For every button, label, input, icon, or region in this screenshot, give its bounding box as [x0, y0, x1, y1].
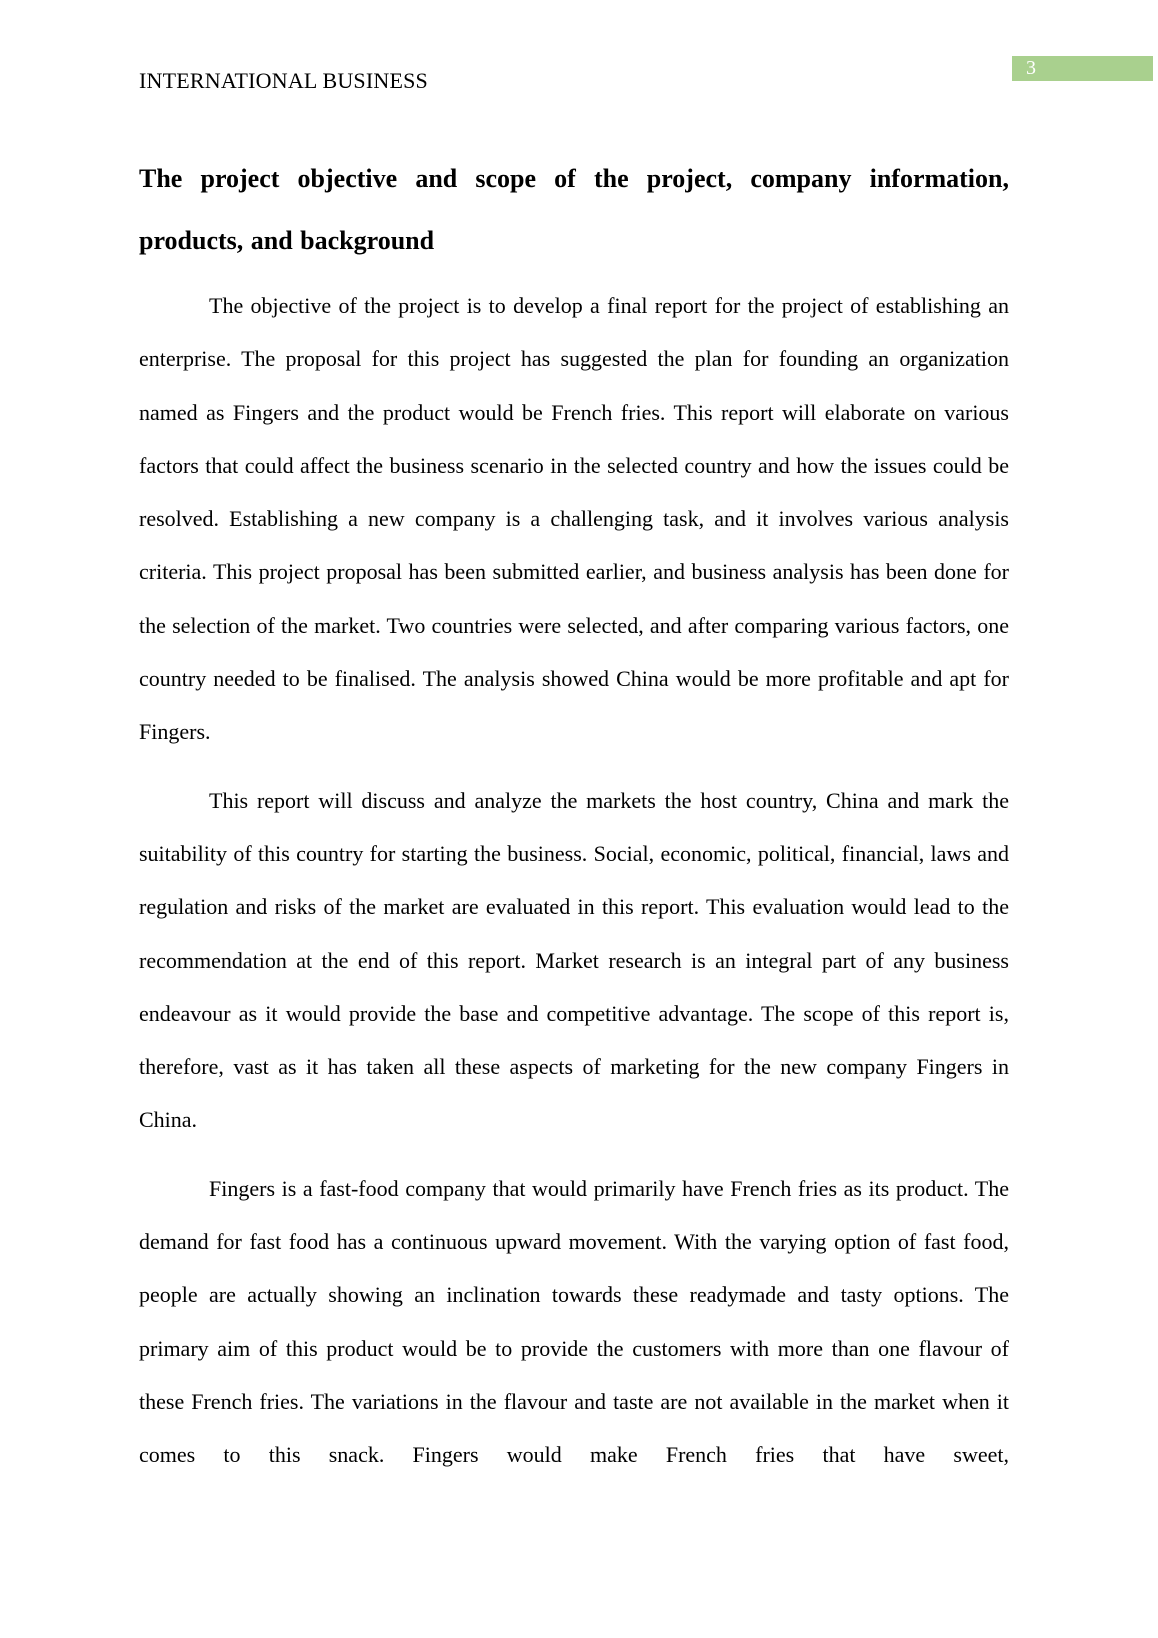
paragraph-objective: The objective of the project is to develop a final report for the project of establishing an enterprise. The proposal for this project has suggested the plan for founding an organization named as Fingers and the product would be French fries. This report will elaborate on various factors that could affect the business scenario in the selected country and how the issues could be resolved. Establishing a new company is a challenging task, and it involves various analysis criteria. This project proposal has been submitted earlier, and business analysis has been done for the selection of the market. Two countries were selected, and after comparing various factors, one country needed to be finalised. The analysis showed China would be more profitable and apt for Fingers. — [139, 293, 1009, 745]
running-head: INTERNATIONAL BUSINESS — [139, 68, 428, 93]
paragraph-scope: This report will discuss and analyze the markets the host country, China and mark the suitability of this country for starting the business. Social, economic, political, financial, laws and regulation and risks of the market are evaluated in this report. This evaluation would lead to the recommendation at the end of this report. Market research is an integral part of any business endeavour as it would provide the base and competitive advantage. The scope of this report is, therefore, vast as it has taken all these aspects of marketing for the new company Fingers in China. — [139, 787, 1009, 1133]
document-body — [139, 148, 1009, 1482]
paragraph-company-products: Fingers is a fast-food company that would primarily have French fries as its product. The demand for fast food has a continuous upward movement. With the varying option of fast food, people are actually showing an inclination towards these readymade and tasty options. The primary aim of this product would be to provide the customers with more than one flavour of these French fries. The variations in the flavour and taste are not available in the market when it comes to this snack. Fingers would make French fries that have sweet, — [139, 1175, 1009, 1468]
page-number: 3 — [1026, 57, 1036, 79]
page-number-badge — [1012, 56, 1153, 81]
section-heading: The project objective and scope of the project, company information, products, and background — [139, 164, 1009, 255]
